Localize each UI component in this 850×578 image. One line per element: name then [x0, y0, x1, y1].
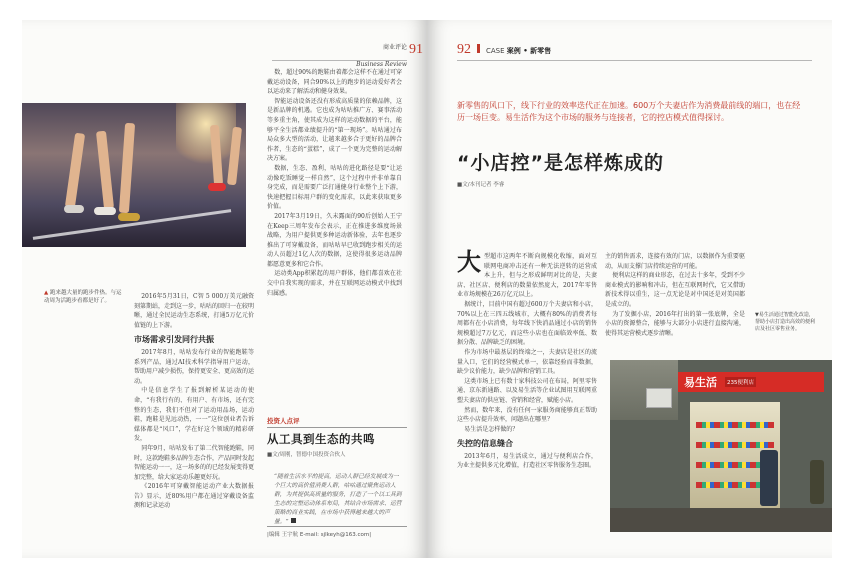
- editor-rule: [267, 526, 407, 527]
- photo-caption: [44, 290, 124, 305]
- header-accent-bar: [477, 44, 480, 53]
- page-number: 91: [409, 42, 423, 57]
- case-label: [486, 46, 551, 56]
- paragraph: 易生活是怎样做的？: [464, 425, 519, 433]
- investor-quote: [274, 473, 404, 527]
- running-shoe: [94, 207, 116, 215]
- header-rule: [457, 60, 812, 61]
- drop-cap: 大: [457, 248, 481, 276]
- shopkeeper-figure: [760, 450, 778, 506]
- runner-leg: [96, 131, 114, 210]
- paragraph: 中是信息学生了报到解析某运动的使命，“有我行有的、有用户、有市场，还有完整的生态，我们不但对了运动用品场，运动鞋，跑鞋是见远动热，一一”这位创业者告诉媒体都是“风口”，学在好这个领域的精彩研发，: [134, 387, 254, 443]
- end-mark-icon: [291, 518, 296, 523]
- paragraph: 智能运动设备还没有形成高质量的依赖品牌，这是新品牌的机遇。它也成为咕咕推广方、赛事活动等多重主角，使其成为这样的运动数据的平台，能够平全生活都业绩提升的“第一现场”。咕咕通过布局众多大型的活动，让越来越多合于更好的品牌合作者，生态的“蛋糕”，成了一个更为完整的运动解决方案。: [267, 97, 402, 163]
- sidewalk: [610, 508, 832, 532]
- goods-shelf: [696, 422, 774, 428]
- paragraph: 为了发掘小店，2016年打出的第一张底牌，全是小店的资源整合，能够与大部分小店进行直接沟通，使得其运营模式逐步清晰。: [605, 310, 745, 337]
- running-shoe: [64, 205, 84, 213]
- runner-leg: [65, 133, 85, 209]
- header-rule: [272, 60, 407, 61]
- goods-shelf: [696, 442, 774, 448]
- store-sign-name: 易生活: [684, 376, 717, 389]
- air-conditioner: [646, 388, 672, 408]
- store-sign: [678, 372, 824, 392]
- investor-comment-block: [267, 416, 407, 458]
- store-photo: [610, 360, 832, 532]
- paragraph: 据统计，目前中国有超过600万个夫妻店和小店，70%以上在三四五线城市，大概有80%的消费者每周都有在小店消费，每年线下快消品通过小店的销售规模超过7万亿元，而这些小店也在面临效率低、数据分散、品牌缺乏的困境。: [457, 300, 597, 347]
- left-page-header: [356, 42, 423, 70]
- left-page: [22, 20, 427, 558]
- article-lead: 新零售的风口下，线下行业的效率迭代正在加速。600万个夫妻店作为消费最前线的端口，也在经历一场巨变。易生活作为这个市场的服务与连接者，它的控店模式值得探讨。: [457, 101, 801, 122]
- investor-quote-text: “随着生活水平的提高，运动人群已经发展成为一个巨大的高价值消费人群，咕咕通过聚焦运动人群，为其提供高质量的服务，打造了一个以工具到生态的完整运动体系布局，其结合市场需求、运营策略的商业实践，在市场中获得越来越大的声量。”: [274, 474, 402, 525]
- article-title: “小店控”是怎样炼成的: [457, 152, 664, 174]
- sunlight-glow: [176, 103, 236, 173]
- runners-photo: [22, 103, 246, 247]
- right-page-header: [457, 42, 551, 58]
- paragraph: 数据，生态、盈利，咕咕的进化路径是要“让运动像吃饭睡觉一样自然”，这个过程中并非单靠自身完成，而是需要广泛打通健身行业整个上下游，快速把握目标用户群的变化需求，以此来获取更多价值。: [267, 164, 402, 211]
- paragraph: 运动类App积累起的用户群体，他们都喜欢在社交中自我实现的需求，并在互联网运动模式中找到归属感。: [267, 270, 402, 297]
- runner-leg: [119, 123, 135, 213]
- paragraph: 数，超过90%的跑鞋由着都会这样不在通过可穿戴运动设备，同合90%以上的跑步的运动爱好者会以运动来了解活动和健身效果。: [267, 69, 402, 96]
- paragraph: 这类市场上已有数十家科技公司在布局，阿里零售通、京东新通路、以及易生活等企业试图用互联网重塑夫妻店的供应链、营销和经营，赋能小店。: [457, 377, 597, 404]
- section-heading: 市场需求引发同行共振: [134, 335, 214, 345]
- investor-comment-author: ■文/周刚，智德中国投资合伙人: [267, 452, 346, 458]
- right-column-1: [457, 248, 597, 552]
- investor-comment-title: 从工具到生态的共鸣: [267, 432, 375, 446]
- magazine-spread: [22, 20, 832, 558]
- paragraph: 2017年3月19日，久未露面的90后创始人王宁在Keep三周年发布会表示，正在推进多维度场景战略，为用户提供更多种运动新体验，去年也逐步推出了可穿戴设备，而咕咕早已收到跑步相关的运动人员超过1亿人次的数据，这使得很多运动品牌都愿意更多和它合作。: [267, 212, 402, 268]
- paragraph: 2013年6月，易生活成立，通过与便利店合作，为业主提供多元化增值，打造社区零售服务生态圈。: [457, 452, 597, 470]
- article-byline: ■文/本刊记者 李睿: [457, 182, 505, 188]
- section-name-en: Business Review: [356, 61, 407, 68]
- case-label-en: CASE: [486, 47, 505, 55]
- left-column-1: [134, 292, 254, 550]
- paragraph: 便利店这样的商业形态，在过去十多年，受到不少商业模式的影响和冲击，但在互联网时代，它又借助新技术得以重生，这一点无论是对中国还是对美国都是成立的。: [605, 272, 745, 308]
- caption-marker-icon: ▲: [44, 290, 49, 296]
- section-name-cn: 商业评论: [382, 44, 407, 51]
- page-number: 92: [457, 42, 471, 57]
- subtitle-rule: [267, 427, 407, 428]
- paragraph: 2017年8月，咕咕发布行业的智能跑鞋等系列产品，通过AI技术科学指导用户运动，帮助用户减少损伤，保持更安全、更高效的运动。: [134, 348, 255, 385]
- store-photo-caption: ▼易生活通过智能化改造，帮助小店打造出高效的便利店及社区零售业务。: [755, 312, 816, 332]
- paragraph: 2016年5月31日，C智 5 000万美元融资刻第期站，走到这一步，咕咕的回归一在较明晰，通过全民运动生态系统，打通5万亿元价值链的上下游。: [134, 293, 255, 329]
- paragraph: 作为市场中最基层的终端之一，夫妻店是社区的流量入口，它们的经营模式单一，依靠经验而非数据，缺少议价能力，缺少品牌和营销工具。: [457, 348, 597, 376]
- paragraph: 同年9月，咕咕发布了第二代智能跑鞋，同时，这款跑鞋多品牌生态合作，产品同时发起智能运动一一，这一场多的的已经发展变得更加完整，给大家运动乐趣更好玩。: [134, 444, 255, 481]
- paragraph: 主的销售需求，连接有效的门店，以数据作为重要驱动，从而支撑门店持续运营的可能。: [605, 253, 745, 270]
- customer-figure: [810, 460, 824, 504]
- case-title: 案例 • 新零售: [506, 47, 552, 55]
- investor-comment-tag: 投资人点评: [267, 417, 300, 425]
- section-heading: 失控的信息缝合: [457, 439, 513, 449]
- photo-caption-text: 跑来越大量的跑步件热。与运动周为活跑步看都是好了。: [44, 290, 122, 304]
- left-column-2: [267, 68, 402, 423]
- paragraph: 然而，数年来，没有任何一家服务商能够真正帮助这些小店提升效率，问题出在哪里？: [457, 406, 597, 424]
- paragraph: 型超市这两年不断向规模化收缩，面对互联网电商冲击还有一种无法逆转的运营成本上升，但与之形成鲜明对比的是，夫妻店、社区店、便利店的数量依然庞大，2017年零售业市场规模在26万亿元以上。: [457, 253, 597, 299]
- running-shoe: [208, 183, 226, 191]
- running-shoe: [118, 213, 140, 221]
- store-sign-slogan: 235便利店: [725, 377, 756, 387]
- editor-credit: |编辑 王宇航 E-mail: sjlkeyh@163.com|: [267, 532, 372, 538]
- paragraph: 《2016年可穿戴智能运动产业大数据报告》显示，近80%用户都在通过穿戴设备监测和记录运动: [134, 483, 254, 510]
- right-page: [427, 20, 832, 558]
